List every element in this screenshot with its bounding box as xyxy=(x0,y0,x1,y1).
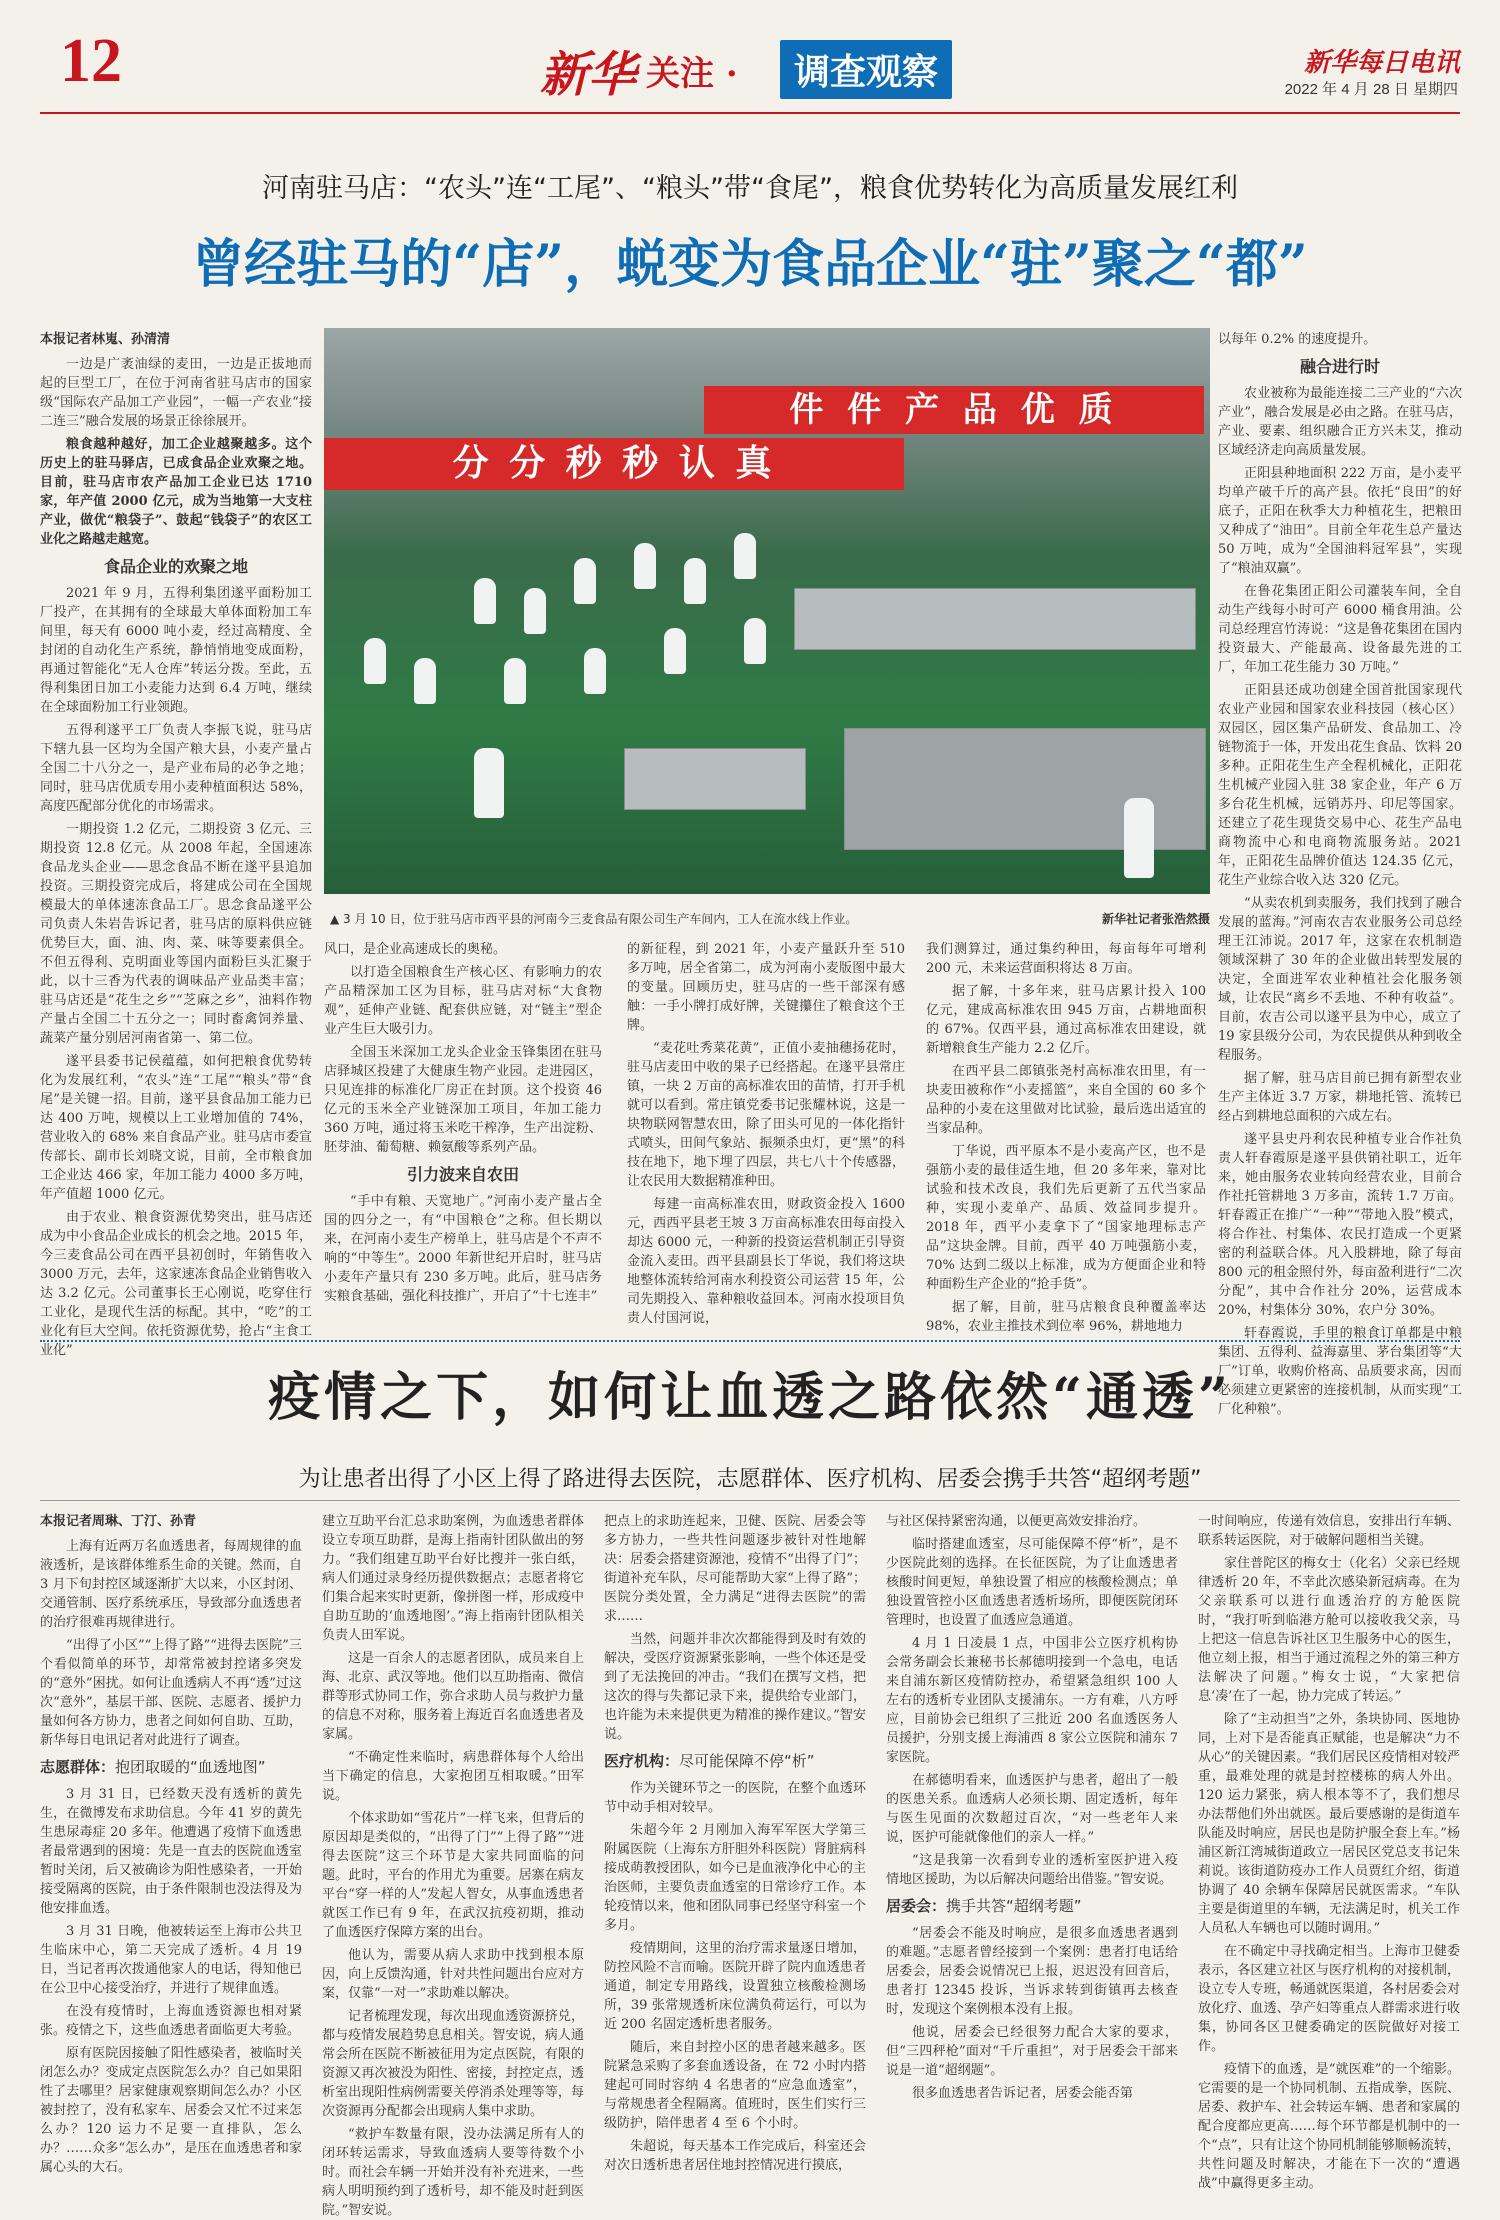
worker xyxy=(474,578,496,624)
paragraph: 的新征程，到 2021 年，小麦产量跃升至 510 多万吨，居全省第二，成为河南小麦版图中最大的变量。回顾历史，驻马店的一些干部深有感触：一手小牌打成好牌，关键攥住了粮食这个王牌。 xyxy=(627,942,905,1033)
paragraph: 家住普陀区的梅女士（化名）父亲已经规律透析 20 年，不幸此次感染新冠病毒。在为父亲联系可以进行血透治疗的方舱医院时，“我打听到临港方舱可以接收我父亲，马上把这一信息告诉社区卫生服务中心的医生，他立刻上报，相当于通过流程之外的第三种方法解决了问题。”梅女士说，“大家把信息‘凑’在了一起，协力完成了转运。” xyxy=(1198,1556,1460,1704)
paragraph: 一期投资 1.2 亿元，二期投资 3 亿元、三期投资 12.8 亿元。从 2008 年起，全国速冻食品龙头企业——思念食品不断在遂平县追加投资。三期投资完成后，将建成公司在全国规模最大的单体速冻食品工厂。思念食品遂平公司负责人朱岩告诉记者，驻马店的原料供应链优势巨大，面、油、肉、菜、味等要素俱全。不但五得利、克明面业等国内面粉巨头汇聚于此，以十三香为代表的调味品产业品类丰富；驻马店还是“花生之乡”“芝麻之乡”，油料作物产量占全国二十五分之一；同时畜禽饲养量、蔬菜产量分别居河南省第一、第二位。 xyxy=(40,822,312,1046)
worker xyxy=(474,748,504,818)
paragraph: 很多血透患者告诉记者，居委会能否第 xyxy=(912,2086,1134,2101)
paragraph: 他认为，需要从病人求助中找到根本原因，向上反馈沟通，针对共性问题出台应对方案，仅靠“一对一”求助难以解决。 xyxy=(322,1948,584,2001)
paragraph: 建立互助平台汇总求助案例，为血透患者群体设立专项互助群，是海上指南针团队做出的努力。“我们组建互助平台好比搜并一张白纸，病人们通过录身经历提供数据点；志愿者将它们集合起来实时更新，像拼图一样，形成疫中自助互助的‘血透地图’。”海上指南针团队相关负责人田军说。 xyxy=(322,1514,584,1643)
paragraph: 一时间响应，传递有效信息，安排出行车辆、联系转运医院，对于破解问题相当关键。 xyxy=(1198,1514,1460,1548)
worker xyxy=(1124,798,1154,878)
story1-kicker: 河南驻马店：“农头”连“工尾”、“粮头”带“食尾”，粮食优势转化为高质量发展红利 xyxy=(262,173,1238,204)
story2-column-5 xyxy=(1198,1512,1460,2191)
paragraph: 正阳县种地面积 222 万亩，是小麦平均单产破千斤的高产县。依托“良田”的好底子，正阳在秋季大力种植花生，把粮田又种成了“油田”。目前全年花生总产量达 50 万吨，成为“全国油料冠军县”，实现了“粮油双赢”。 xyxy=(1218,466,1462,576)
paragraph: “从卖农机到卖服务，我们找到了融合发展的蓝海。”河南农吉农业服务公司总经理王江沛说。2017 年，这家在农机制造领域深耕了 30 年的企业做出转型发展的决定，全面进军农业种植社会化服务领域，让农民“离乡不丢地、不种有收益”。目前，农吉公司以遂平县为中心，成立了 19 家县级分公司，为农民提供从种到收全程服务。 xyxy=(1218,896,1462,1063)
subhead-text: 抱团取暖的“血透地图” xyxy=(115,1758,266,1776)
brand-logo: 新华 xyxy=(540,47,637,103)
paragraph: 疫情下的血透，是“就医难”的一个缩影。它需要的是一个协同机制、五指成拳，医院、居委、救护车、社会转运车辆、患者和家属的配合度都应更高……每个环节都是机制中的一个“点”，只有让这个协同机制能够顺畅流转，共性问题及时解决，才能在下一次的“遭遇战”中赢得更多主动。 xyxy=(1198,2062,1460,2191)
paragraph: 以每年 0.2% 的速度提升。 xyxy=(1218,332,1377,347)
factory-photo xyxy=(324,328,1210,894)
paragraph: “居委会不能及时响应，是很多血透患者遇到的难题。”志愿者曾经接到一个案例：患者打电话给居委会，居委会说情况已上报，迟迟没有回音后，患者打 12345 投诉，当诉求转到街镇再去核查时，发现这个案例根本没有上报。 xyxy=(886,1926,1178,2017)
photo-caption-row xyxy=(330,910,1210,927)
paragraph: 丁华说，西平原本不是小麦高产区，也不是强筋小麦的最佳适生地，但 20 多年来，靠对比试验和技术改良，我们先后更新了五代当家品种，实现小麦单产、品质、效益同步提升。2018 年，西平小麦拿下了“国家地理标志产品”这块金牌。目前，西平 40 万吨强筋小麦，70% 达到二级以上标准，成为方便面企业和特种面粉生产企业的“抢手货”。 xyxy=(926,1144,1206,1292)
story2-subtitle: 为让患者出得了小区上得了路进得去医院，志愿群体、医疗机构、居委会携手共答“超纲考题” xyxy=(298,1467,1202,1492)
conveyor-belt xyxy=(624,748,806,810)
paragraph: 遂平县史丹利农民种植专业合作社负责人轩春霞原是遂平县供销社职工，近年来，她由服务农业转向经营农业，目前合作社托管耕地 3 万多亩，流转 1.7 万亩。轩春霞正在推广“一种”“带地入股”模式，将合作社、村集体、农民打造成一个更紧密的利益联合体。凡入股耕地，除了每亩 800 元的租金照付外，每亩盈利进行“二次分配”，其中合作社分 20%，运营成本 20%，村集体分 30%，农户分 30%。 xyxy=(1218,1132,1462,1318)
paragraph: 他说，居委会已经很努力配合大家的要求，但“三四秤枪”面对“千斤重担”，对于居委会干部来说是一道“超纲题”。 xyxy=(886,2025,1178,2078)
story2-byline: 本报记者周琳、丁汀、孙青 xyxy=(40,1514,197,1529)
paragraph: “这是我第一次看到专业的透析室医护进入疫情地区援助，为以后解决问题给出借鉴。”智安说。 xyxy=(886,1853,1178,1887)
paragraph: 朱超说，每天基本工作完成后，科室还会对次日透析患者居住地封控情况进行摸底， xyxy=(604,2139,866,2173)
paragraph: 一边是广袤油绿的麦田，一边是正拔地而起的巨型工厂，在位于河南省驻马店市的国家级“国际农产品加工产业园”，一幅一产农业“接二连三”融合发展的场景正徐徐展开。 xyxy=(40,357,312,429)
section-name: 调查观察 xyxy=(780,40,952,99)
story2-title: 疫情之下，如何让血透之路依然“通透” xyxy=(268,1367,1232,1428)
paragraph: 作为关键环节之一的医院，在整个血透环节中动手相对较早。 xyxy=(604,1781,866,1815)
paragraph: 据了解，目前，驻马店粮食良种覆盖率达 98%，农业主推技术到位率 96%，耕地地力 xyxy=(926,1300,1206,1334)
paragraph: 在不确定中寻找确定相当。上海市卫健委表示，各区建立社区与医疗机构的对接机制，设立专人专班，畅通就医渠道，各村居委会对放化疗、血透、孕产妇等重点人群需求进行收集，协同各区卫健委确定的医院做好对接工作。 xyxy=(1198,1944,1460,2054)
story1-column-3 xyxy=(627,940,905,1330)
worker xyxy=(734,533,756,579)
paragraph: 在没有疫情时，上海血透资源也相对紧张。疫情之下，这些血透患者面临更大考验。 xyxy=(40,2004,302,2038)
paragraph: 遂平县委书记侯蕴蕴，如何把粮食优势转化为发展红利，“农头”连“工尾”“粮头”带“食尾”是关键一招。目前，遂平县食品加工能力已达 400 万吨，规模以上工业增加值的 74%，营业收入的 68% 来自食品产业。驻马店市委宣传部长、副市长刘晓文说，目前，全市粮食加工企业达 466 家，年加工能力 4000 多万吨，年产值超 1000 亿元。 xyxy=(40,1054,312,1202)
paragraph: “出得了小区”“上得了路”“进得去医院”三个看似简单的环节，却常常被封控诸多突发的“意外”困扰。如何让血透病人不再“透”过这次“意外”，基层干部、医院、志愿者、援护力量如何各方协力，患者之间如何自助、互助，新华每日电讯记者对此进行了调查。 xyxy=(40,1638,302,1748)
paragraph: 当然，问题并非次次都能得到及时有效的解决，受医疗资源紧张影响，一些个体还是受到了无法挽回的冲击。“我们在撰写文档，把这次的得与失都记录下来，提供给专业部门，也许能为未来提供更为精准的操作建议。”智安说。 xyxy=(604,1632,866,1742)
page-number: 12 xyxy=(60,27,122,95)
paragraph: 与社区保持紧密沟通，以便更高效安排治疗。 xyxy=(886,1514,1147,1529)
paragraph: 在郝德明看来，血透医护与患者，超出了一般的医患关系。血透病人必须长期、固定透析，每年与医生见面的次数超过百次，“对一些老年人来说，医护可能就像他们的亲人一样。” xyxy=(886,1773,1178,1845)
worker xyxy=(664,628,686,674)
story2-column-4 xyxy=(886,1512,1178,2152)
paragraph: 全国玉米深加工龙头企业金玉锋集团在驻马店驿城区投建了大健康生物产业园。走进园区，只见连排的标准化厂房正在封顶。这个投资 46 亿元的玉米全产业链深加工项目，年加工能力 360 万吨，通过将玉米吃干榨净，生产出淀粉、胚芽油、葡萄糖、赖氨酸等系列产品。 xyxy=(324,1045,602,1155)
paragraph: 临时搭建血透室，尽可能保障不停“析”，是不少医院此刻的选择。在长征医院，为了让血透患者核酸时间更短，单独设置了相应的核酸检测点；单独设置管控小区血透患者透析场所，即便医院闭环管理时，也设置了血透应急通道。 xyxy=(886,1537,1178,1628)
subhead: 引力波来自农田 xyxy=(406,1165,519,1184)
story1-byline: 本报记者林嵬、孙清清 xyxy=(40,332,171,347)
paragraph: 把点上的求助连起来，卫健、医院、居委会等多方协力，一些共性问题逐步被针对性地解决：居委会搭建资源池，疫情不“出得了门”；街道补充车队，尽可能帮助大家“上得了路”；医院分类处置，全力满足“进得去医院”的需求…… xyxy=(604,1514,866,1624)
worker xyxy=(634,543,656,589)
paragraph: 五得利遂平工厂负责人李振飞说，驻马店下辖九县一区均为全国产粮大县，小麦产量占全国二十八分之一，是产业布局的必争之地；同时，驻马店优质专用小麦种植面积达 58%，高度匹配部分优化的市场需求。 xyxy=(40,723,312,814)
paragraph: 在西平县二郎镇张尧村高标准农田里，有一块麦田被称作“小麦摇篮”，来自全国的 60 多个品种的小麦在这里做对比试验，最后选出适宜的当家品种。 xyxy=(926,1064,1206,1136)
subhead-label: 医疗机构： xyxy=(604,1752,680,1770)
paragraph: 个体求助如“雪花片”一样飞来，但背后的原因却是类似的，“出得了门”“上得了路”“进得去医院”这三个环节是大家共同面临的问题。此时，平台的作用尤为重要。居寨在病友平台“穿一样的人”发起人智女，从事血透患者就医工作已有 9 年，在武汉抗疫初期，推动了血透医疗保障方案的出台。 xyxy=(322,1811,584,1940)
page-header xyxy=(0,0,1500,118)
paragraph: 2021 年 9 月，五得利集团遂平面粉加工厂投产，在其拥有的全球最大单体面粉加工车间里，每天有 6000 吨小麦，经过高精度、全封闭的自动化生产系统，静悄悄地变成面粉，再通过智能化“无人仓库”转运分拨。至此，五得利集团日加工小麦能力达到 6.4 万吨，继续在全球面粉加工行业领跑。 xyxy=(40,586,312,715)
subhead-text: 携手共答“超纲考题” xyxy=(946,1897,1082,1915)
subhead xyxy=(604,1752,866,1771)
divider xyxy=(40,1500,1460,1501)
story1-column-4 xyxy=(926,940,1206,1334)
paragraph: 据了解，驻马店目前已拥有新型农业生产主体近 3.7 万家，耕地托管、流转已经占到耕地总面积的六成左右。 xyxy=(1218,1071,1462,1124)
worker xyxy=(364,638,386,684)
story1-column-2 xyxy=(324,940,602,1330)
paragraph: 朱超今年 2 月刚加入海军军医大学第三附属医院（上海东方肝胆外科医院）肾脏病科接成萌教授团队，如今已是血液净化中心的主治医师，主要负责血透室的日常诊疗工作。本轮疫情以来，他和团队同事已经坚守科室一个多月。 xyxy=(604,1823,866,1933)
paragraph: 疫情期间，这里的治疗需求量逐日增加，防控风险不言而喻。医院开辟了院内血透患者通道，制定专用路线，设置独立核酸检测场所，39 张常规透析床位满负荷运行，可以为近 200 名固定透析患者服务。 xyxy=(604,1941,866,2032)
masthead-brand: 新华每日电讯 xyxy=(1303,48,1460,78)
subhead xyxy=(40,1758,302,1777)
photo-banner-bottom: 分 分 秒 秒 认 真 xyxy=(324,438,904,490)
section-prefix: 关注 · xyxy=(646,54,738,94)
header-divider xyxy=(40,112,1460,114)
paragraph: 每建一亩高标准农田，财政资金投入 1600 元，西西平县老王坡 3 万亩高标准农田每亩投入却达 6000 元，一种新的投资运营机制正引导资金流入麦田。西平县副县长丁华说，我们将这块地整体流转给河南水利投资公司运营 15 年，公司先期投入、靠种粮收益回本。河南水投项目负责人付国河说， xyxy=(627,1197,905,1326)
paragraph: 随后，来自封控小区的患者越来越多。医院紧急采购了多套血透设备，在 72 小时内搭建起可同时容纳 4 名患者的“应急血透室”，与常规患者全程隔离。值班时，医生们实行三级防护，陪伴患者 4 至 6 个小时。 xyxy=(604,2040,866,2131)
paragraph: “手中有粮、天宽地广。”河南小麦产量占全国的四分之一，有“中国粮仓”之称。但长期以来，在河南小麦生产榜单上，驻马店是个不声不响的“中等生”。2000 年新世纪开启时，驻马店小麦年产量只有 230 多万吨。此后，驻马店务实粮食基础，强化科技推广，开启了“十七连丰” xyxy=(324,1194,602,1304)
paragraph: 风口，是企业高速成长的奥秘。 xyxy=(324,942,507,957)
subhead-label: 居委会： xyxy=(886,1897,947,1915)
story1-column-5 xyxy=(1218,330,1462,1417)
story-divider xyxy=(40,1340,1460,1342)
subhead xyxy=(886,1897,1178,1916)
paragraph: 原有医院因接触了阳性感染者，被临时关闭怎么办？变成定点医院怎么办？自己如果阳性了去哪里？居家健康观察期间怎么办？小区被封控了，没有私家车、居委会又忙不过来怎么办？120 运力不足要一直排队，怎么办？……众多“怎么办”，是压在血透患者和家属心头的大石。 xyxy=(40,2046,302,2175)
worker xyxy=(744,618,766,664)
paragraph: “麦花吐秀菜花黄”，正值小麦抽穗扬花时，驻马店麦田中收的果子已经搭起。在遂平县常庄镇，一块 2 万亩的高标准农田的苗情，打开手机就可以看到。常庄镇党委书记张耀林说，这是一块物联网智慧农田，除了田头可见的一体化指针式喷头，田间气象站、振频杀虫灯，更“黑”的科技在地下，地下埋了四层，共七八十个传感器，让农民用大数据精准种田。 xyxy=(627,1041,905,1189)
story2-column-3 xyxy=(604,1512,866,2173)
story1-title: 曾经驻马的“店”，蜕变为食品企业“驻”聚之“都” xyxy=(192,234,1308,295)
paragraph: 上海有近两万名血透患者，每周规律的血液透析，是该群体维系生命的关键。然而，自 3 月下旬封控区域逐渐扩大以来，小区封闭、交通管制、医疗系统承压，导致部分血透患者的治疗很难再规律进行。 xyxy=(40,1539,302,1630)
worker xyxy=(414,658,436,704)
paragraph: “救护车数量有限，没办法满足所有人的闭环转运需求，导致血透病人要等待数个小时。而社会车辆一开始并没有补充进来，一些病人明明预约到了透析号，却不能及时赶到医院。”智安说。 xyxy=(322,2127,584,2218)
paragraph: 这是一百余人的志愿者团队，成员来自上海、北京、武汉等地。他们以互助指南、微信群等形式协同工作，弥合求助人员与救护力量的信息不对称，服务着上海近百名血透患者及家属。 xyxy=(322,1651,584,1742)
paragraph: “不确定性来临时，病患群体每个人给出当下确定的信息，大家抱团互相取暖。”田军说。 xyxy=(322,1750,584,1803)
conveyor-belt xyxy=(794,588,1196,650)
photo-credit: 新华社记者张浩然摄 xyxy=(1101,912,1210,926)
paragraph: 正阳县还成功创建全国首批国家现代农业产业园和国家农业科技园（核心区）双园区，园区集产品研发、食品加工、冷链物流于一体，开发出花生食品、饮料 20 多种。正阳花生生产全程机械化，正阳花生机械产业园入驻 38 家企业，年产 6 万多台花生机械，远销苏丹、印尼等国家。还建立了花生现货交易中心、花生产品电商物流中心和电商物流服务站。2021 年，正阳花生品牌价值达 124.35 亿元，花生产业综合收入达 320 亿元。 xyxy=(1218,683,1462,888)
subhead-label: 志愿群体： xyxy=(40,1758,116,1776)
paragraph: 3 月 31 日晚，他被转运至上海市公共卫生临床中心，第二天完成了透析。4 月 19 日，当记者再次拨通他家人的电话，得知他已在公卫中心接受治疗，并进行了规律血透。 xyxy=(40,1924,302,1996)
paragraph: 由于农业、粮食资源优势突出，驻马店还成为中小食品企业成长的机会之地。2015 年，今三麦食品公司在西平县初创时，年销售收入 3000 万元，去年，这家速冻食品企业销售收入达 3.2 亿元。公司董事长王心刚说，吃穿住行工业化，是现代生活的标配。其中，“吃”的工业化有巨大空间。依托资源优势，抢占“主食工业化” xyxy=(40,1210,312,1358)
paragraph: 在鲁花集团正阳公司灌装车间，全自动生产线每小时可产 6000 桶食用油。公司总经理宫竹涛说：“这是鲁花集团在国内投资最大、产能最高、设备最先进的工厂，年加工花生能力 30 万吨。” xyxy=(1218,584,1462,675)
paragraph: 轩春霞说，手里的粮食订单都是中粮集团、五得利、益海嘉里、茅台集团等“大厂”订单，收购价格高、品质要求高，因而必须建立更紧密的连接机制，从而实现“工厂化种粮”。 xyxy=(1218,1326,1462,1417)
paragraph: 农业被称为最能连接二三产业的“六次产业”，融合发展是必由之路。在驻马店，产业、要素、组织融合正方兴未艾，推动区域经济走向高质量发展。 xyxy=(1218,386,1462,458)
paragraph: 以打造全国粮食生产核心区、有影响力的农产品精深加工区为目标，驻马店对标“大食物观”，延伸产业链、配套供应链，对“链主”型企业产生巨大吸引力。 xyxy=(324,965,602,1037)
paragraph: 记者梳理发现，每次出现血透资源挤兑，都与疫情发展趋势息息相关。智安说，病人通常会所在医院不断被征用为定点医院，有限的资源又再次被没为阳性、密接，封控定点，透析室出现阳性病例需要关停消杀处理等等，每次资源再分配都会出现病人集中求助。 xyxy=(322,2009,584,2119)
worker xyxy=(504,658,526,704)
story1-column-1 xyxy=(40,330,312,1358)
issue-date: 2022 年 4 月 28 日 星期四 xyxy=(1284,81,1458,98)
paragraph: 据了解，十多年来，驻马店累计投入 100 亿元，建成高标准农田 945 万亩，占耕地面积的 67%。仅西平县，通过高标准农田建设，就新增粮食生产能力 2.2 亿斤。 xyxy=(926,984,1206,1056)
story2-column-1 xyxy=(40,1512,302,2175)
photo-banner-top: 件 件 产 品 优 质 xyxy=(704,386,1204,434)
subhead: 融合进行时 xyxy=(1299,357,1380,376)
paragraph: 3 月 31 日，已经数天没有透析的黄先生，在微博发布求助信息。今年 41 岁的黄先生患尿毒症 20 多年。他遭遇了疫情下血透患者最常遇到的困境：先是一直去的医院血透室暂时关闭，后又被确诊为阳性感染者，一开始接受隔离的医院，由于条件限制也没法得及为他安排血透。 xyxy=(40,1787,302,1916)
subhead: 食品企业的欢聚之地 xyxy=(103,557,248,576)
photo-caption: ▲ 3 月 10 日，位于驻马店市西平县的河南今三麦食品有限公司生产车间内，工人在流水线上作业。 xyxy=(330,912,858,926)
paragraph: 4 月 1 日凌晨 1 点，中国非公立医疗机构协会常务副会长兼秘书长郝德明接到一个急电，电话来自浦东新区疫情防控办，希望紧急组织 100 人左右的透析专业团队支援浦东。一方有难，八方呼应，目前协会已组织了三批近 200 名血透医务人员援护，分别支援上海浦西 8 家公立医院和浦东 7 家医院。 xyxy=(886,1636,1178,1765)
worker xyxy=(684,558,706,604)
worker xyxy=(584,648,606,694)
paragraph: 我们测算过，通过集约种田，每亩每年可增利 200 元，未来运营面积将达 8 万亩。 xyxy=(926,942,1206,976)
worker xyxy=(524,588,546,634)
story2-column-2 xyxy=(322,1512,584,2218)
subhead-text: 尽可能保障不停“析” xyxy=(679,1752,815,1770)
paragraph: 除了“主动担当”之外，条块协同、医地协同，上对下是否能真正赋能，也是解决“力不从心”的关键因素。“我们居民区疫情相对较严重，最难处理的就是封控楼栋的病人外出。120 运力紧张，病人根本等不了，我们想尽办法帮他们外出就医。最后要感谢的是街道车队能及时响应，居民也是防护服全套上车。”杨浦区新江湾城街道政立一居民区党总支书记朱莉说。该街道防疫办工作人员贾红介绍，街道协调了 40 余辆车保障居民就医需求。“车队主要是街道里的车辆，无法满足时，机关工作人员私人车辆也可以随时调用。” xyxy=(1198,1712,1460,1936)
worker xyxy=(574,558,596,604)
paragraph: 粮食越种越好，加工企业越聚越多。这个历史上的驻马驿店，已成食品企业欢聚之地。目前，驻马店市农产品加工企业已达 1710 家，年产值 2000 亿元，成为当地第一大支柱产业，做优“粮袋子”、鼓起“钱袋子”的农区工业化之路越走越宽。 xyxy=(40,437,312,547)
